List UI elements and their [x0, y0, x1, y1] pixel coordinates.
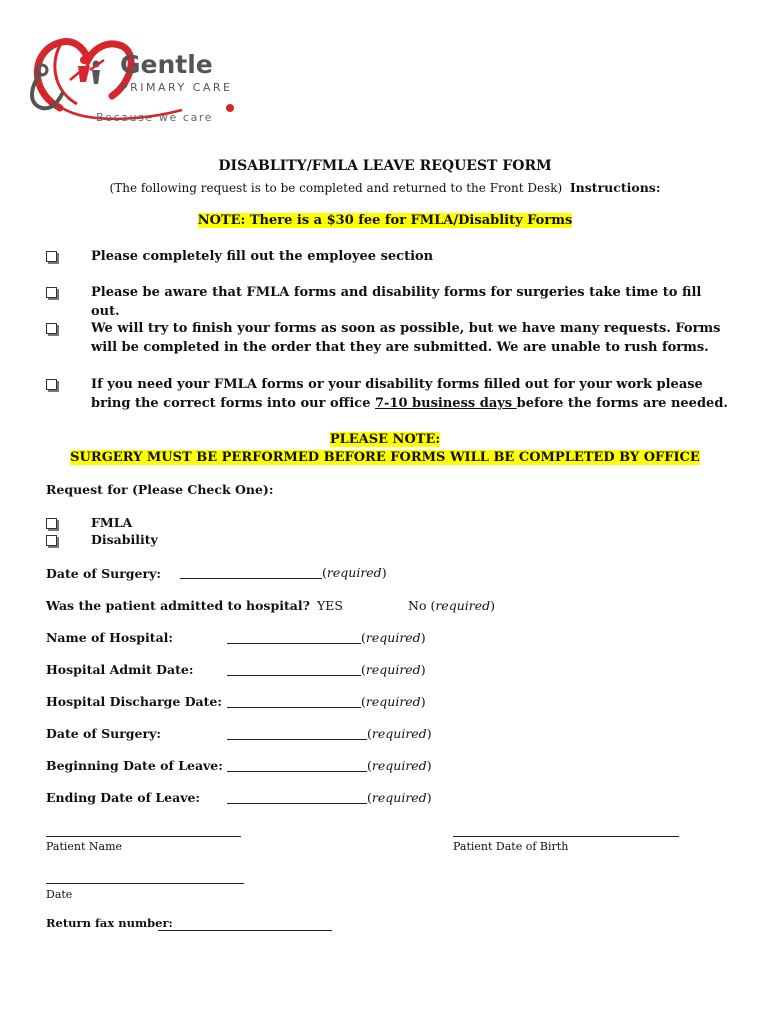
hospital-name-label: Name of Hospital:: [46, 630, 174, 645]
instruction-4-deadline: 7-10 business days: [375, 396, 517, 411]
instruction-3: We will try to finish your forms as soon as possible, but we have many requests. Forms will be completed in the order that they are submitted. We are unable to rush forms.: [91, 321, 721, 355]
instruction-1-checkbox[interactable]: [46, 251, 57, 262]
fmla-checkbox[interactable]: [46, 518, 57, 529]
required-text: required: [435, 598, 491, 613]
admitted-question: Was the patient admitted to hospital?: [46, 598, 310, 613]
disability-option: Disability: [91, 532, 158, 547]
admit-date-label: Hospital Admit Date:: [46, 662, 194, 677]
fee-note: [0, 213, 770, 228]
discharge-date-required: (required): [361, 694, 426, 709]
instruction-4: [91, 375, 731, 413]
instruction-4-tail: before the forms are needed.: [516, 396, 728, 411]
admit-date-required: (required): [361, 662, 426, 677]
date-of-surgery-field[interactable]: [180, 578, 322, 579]
admitted-yes-option[interactable]: YES: [317, 598, 343, 613]
please-note-heading: [0, 432, 770, 447]
required-text: required: [365, 694, 421, 709]
logo-tagline: Because we care: [96, 111, 214, 124]
form-subtitle: [0, 180, 770, 195]
date-label: Date: [46, 888, 73, 901]
form-title: DISABLITY/FMLA LEAVE REQUEST FORM: [218, 158, 552, 174]
instruction-4-text: If you need your FMLA forms or your disability forms filled out for your work please bring the correct forms into our office: [91, 377, 703, 411]
date-of-surgery-2-required: (required): [367, 726, 432, 741]
request-for-label: Request for (Please Check One):: [46, 482, 274, 497]
required-text: required: [371, 758, 427, 773]
required-text: required: [365, 630, 421, 645]
return-fax-field[interactable]: [158, 930, 332, 931]
please-note-text: [0, 450, 770, 465]
instruction-2: Please be aware that FMLA forms and disability forms for surgeries take time to fill out.: [91, 285, 702, 319]
leave-begin-field[interactable]: [227, 771, 367, 772]
leave-end-label: Ending Date of Leave:: [46, 790, 201, 805]
patient-dob-field[interactable]: [453, 836, 679, 837]
hospital-name-required: (required): [361, 630, 426, 645]
instructions-label: Instructions:: [569, 180, 661, 195]
instruction-2-checkbox[interactable]: [46, 287, 57, 298]
disability-checkbox[interactable]: [46, 535, 57, 546]
subtitle-text: (The following request is to be completed and returned to the Front Desk): [109, 181, 563, 195]
date-field[interactable]: [46, 883, 244, 884]
instruction-3-checkbox[interactable]: [46, 323, 57, 334]
admit-date-field[interactable]: [227, 675, 361, 676]
leave-end-required: (required): [367, 790, 432, 805]
return-fax-label: Return fax number:: [46, 916, 173, 930]
instruction-4-checkbox[interactable]: [46, 379, 57, 390]
leave-end-field[interactable]: [227, 803, 367, 804]
fee-note-text: NOTE: There is a $30 fee for FMLA/Disablity Forms: [197, 213, 573, 228]
patient-name-label: Patient Name: [46, 840, 123, 853]
discharge-date-field[interactable]: [227, 707, 361, 708]
date-of-surgery-2-field[interactable]: [227, 739, 367, 740]
patient-dob-label: Patient Date of Birth: [453, 840, 569, 853]
patient-name-field[interactable]: [46, 836, 241, 837]
hospital-name-field[interactable]: [227, 643, 361, 644]
date-of-surgery-2-label: Date of Surgery:: [46, 726, 161, 741]
required-text: required: [371, 790, 427, 805]
leave-begin-required: (required): [367, 758, 432, 773]
instruction-1: Please completely fill out the employee section: [91, 249, 434, 264]
required-text: required: [371, 726, 427, 741]
date-of-surgery-label: Date of Surgery:: [46, 566, 161, 581]
please-note-body: SURGERY MUST BE PERFORMED BEFORE FORMS WILL BE COMPLETED BY OFFICE: [70, 450, 700, 465]
admitted-no-option[interactable]: No (required): [408, 598, 496, 613]
required-text: required: [326, 565, 382, 580]
no-text: No: [408, 598, 427, 613]
date-of-surgery-required: (required): [322, 565, 387, 580]
discharge-date-label: Hospital Discharge Date:: [46, 694, 222, 709]
logo-name: Gentle: [120, 50, 213, 79]
fmla-option: FMLA: [91, 515, 133, 530]
required-text: required: [365, 662, 421, 677]
leave-begin-label: Beginning Date of Leave:: [46, 758, 223, 773]
please-note-heading-text: PLEASE NOTE:: [329, 432, 441, 447]
logo-subtitle: PRIMARY CARE: [121, 81, 233, 94]
